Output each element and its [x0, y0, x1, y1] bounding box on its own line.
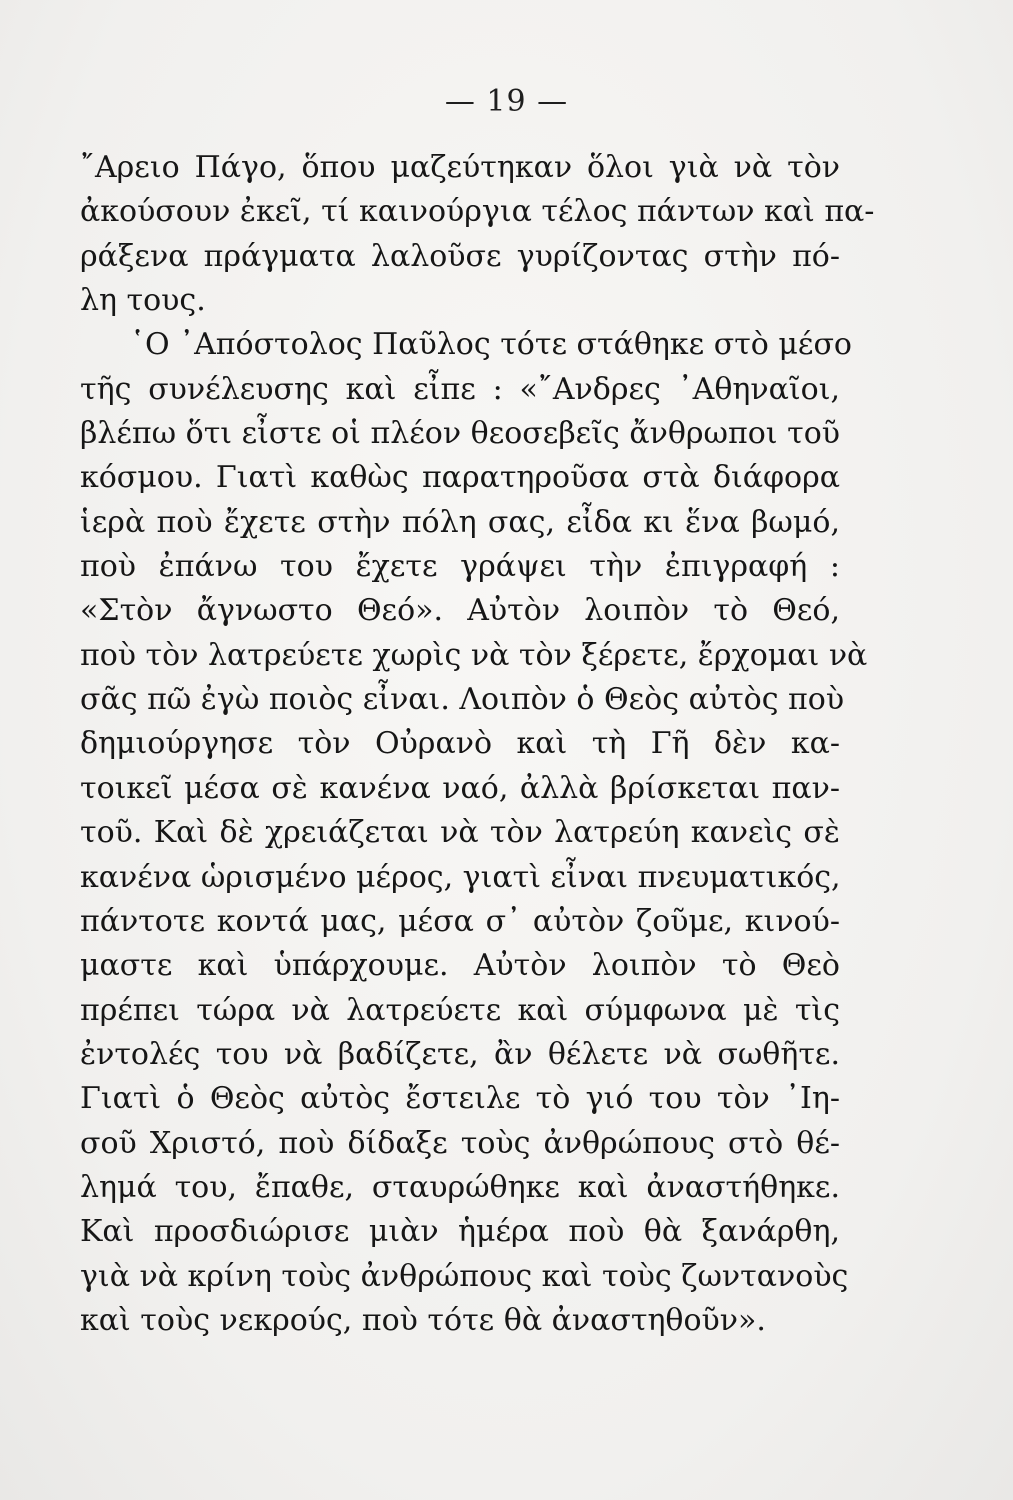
text-line: σοῦ Χριστό, ποὺ δίδαξε τοὺς ἀνθρώπους στὸ θέ-	[80, 1125, 840, 1161]
text-line: τοῦ. Καὶ δὲ χρειάζεται νὰ τὸν λατρεύη κανεὶς σὲ	[80, 815, 840, 851]
text-line: «Στὸν ἄγνωστο Θεό». Αὐτὸν λοιπὸν τὸ Θεό,	[80, 593, 840, 629]
text-line: λημά του, ἔπαθε, σταυρώθηκε καὶ ἀναστήθηκε.	[80, 1169, 840, 1205]
text-line: τοικεῖ μέσα σὲ κανένα ναό, ἀλλὰ βρίσκεται παν-	[80, 770, 840, 806]
text-line: σᾶς πῶ ἐγὼ ποιὸς εἶναι. Λοιπὸν ὁ Θεὸς αὐτὸς ποὺ	[80, 682, 845, 718]
text-line: κόσμου. Γιατὶ καθὼς παρατηροῦσα στὰ διάφορα	[80, 460, 840, 496]
text-line: ῾Ο ᾿Απόστολος Παῦλος τότε στάθηκε στὸ μέσο	[130, 327, 852, 363]
text-line: πάντοτε κοντά μας, μέσα σ᾿ αὐτὸν ζοῦμε, κινού-	[80, 903, 840, 939]
text-line: δημιούργησε τὸν Οὐρανὸ καὶ τὴ Γῆ δὲν κα-	[80, 726, 840, 762]
text-line: ποὺ ἐπάνω του ἔχετε γράψει τὴν ἐπιγραφή :	[80, 549, 840, 585]
text-line: λη τους.	[80, 283, 206, 319]
body-text	[80, 146, 875, 1343]
text-line: ἐντολές του νὰ βαδίζετε, ἂν θέλετε νὰ σωθῆτε.	[80, 1036, 840, 1072]
text-line: ἱερὰ ποὺ ἔχετε στὴν πόλη σας, εἶδα κι ἕνα βωμό,	[80, 504, 840, 540]
text-line: Καὶ προσδιώρισε μιὰν ἡμέρα ποὺ θὰ ξανάρθη,	[80, 1214, 840, 1250]
text-line: ῎Αρειο Πάγο, ὅπου μαζεύτηκαν ὅλοι γιὰ νὰ τὸν	[80, 150, 840, 185]
text-line: μαστε καὶ ὑπάρχουμε. Αὐτὸν λοιπὸν τὸ Θεὸ	[80, 948, 840, 984]
text-line: ἀκούσουν ἐκεῖ, τί καινούργια τέλος πάντων καὶ πα-	[80, 194, 875, 230]
text-line: ποὺ τὸν λατρεύετε χωρὶς νὰ τὸν ξέρετε, ἔρχομαι νὰ	[80, 637, 868, 673]
page-number: — 19 —	[444, 84, 569, 119]
text-line: Γιατὶ ὁ Θεὸς αὐτὸς ἔστειλε τὸ γιό του τὸν ᾿Ιη-	[80, 1081, 840, 1117]
text-line: γιὰ νὰ κρίνη τοὺς ἀνθρώπους καὶ τοὺς ζωντανοὺς	[80, 1258, 849, 1294]
text-line: τῆς συνέλευσης καὶ εἶπε : «῎Ανδρες ᾿Αθηναῖοι,	[80, 371, 840, 407]
text-line: κανένα ὡρισμένο μέρος, γιατὶ εἶναι πνευματικός,	[80, 859, 841, 895]
text-line: βλέπω ὅτι εἶστε οἱ πλέον θεοσεβεῖς ἄνθρωποι τοῦ	[80, 416, 840, 452]
text-line: καὶ τοὺς νεκρούς, ποὺ τότε θὰ ἀναστηθοῦν».	[80, 1302, 766, 1338]
text-line: πρέπει τώρα νὰ λατρεύετε καὶ σύμφωνα μὲ τὶς	[80, 992, 840, 1028]
text-line: ράξενα πράγματα λαλοῦσε γυρίζοντας στὴν πό-	[80, 238, 840, 274]
